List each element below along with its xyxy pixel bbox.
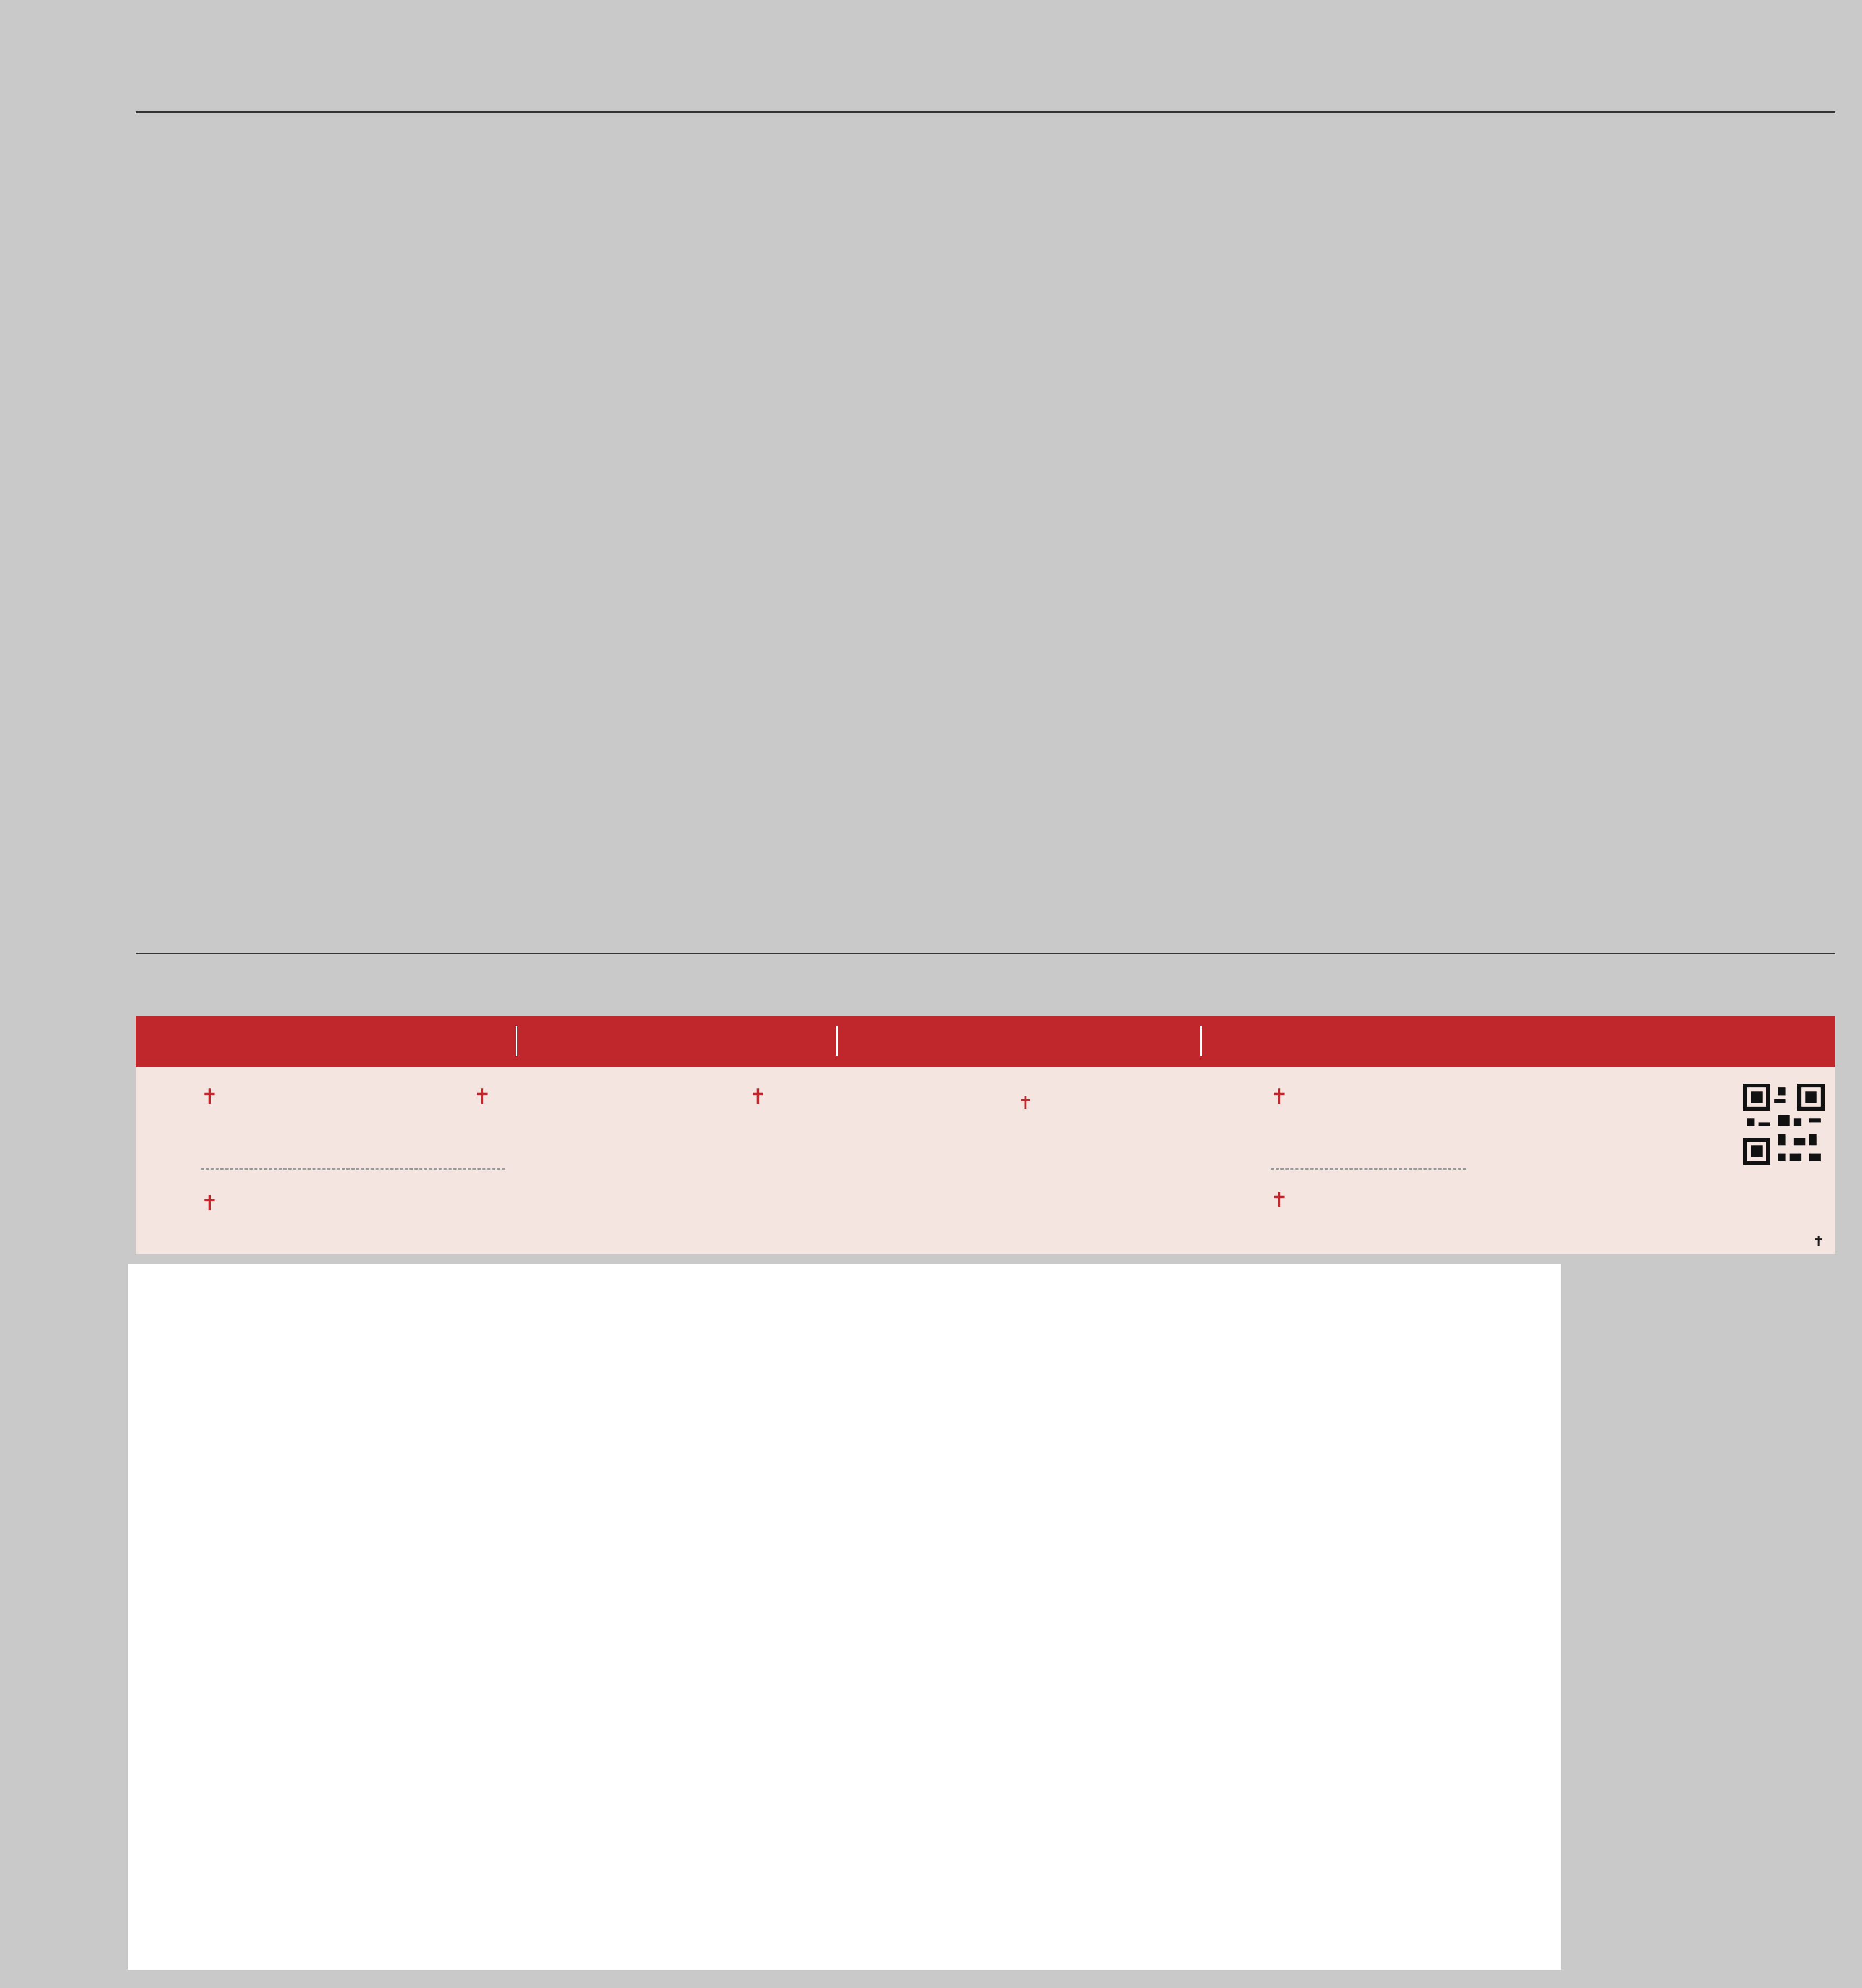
cross-icon: ✝ [201,1086,218,1109]
cross-icon: ✝ [474,1086,491,1109]
jobs-panel [128,1264,1561,1970]
agency-las-condes [1018,1079,1279,1113]
agency-san-bernardo [201,1186,407,1215]
divider [201,1168,505,1170]
agency-la-reina [749,1079,967,1109]
cross-icon: ✝ [1813,1233,1825,1249]
agency-conchali [201,1079,407,1109]
agency-recoleta [749,1187,967,1192]
cross-icon: ✝ [1018,1093,1033,1112]
agency-nunoa [1271,1079,1466,1109]
cross-icon: ✝ [749,1086,767,1109]
qr-code-icon[interactable] [1743,1084,1825,1165]
where-to-publish-bar [136,1016,1835,1067]
agency-penalolen [1271,1182,1488,1212]
legend [1813,1233,1825,1250]
page-header [136,68,1835,113]
cross-icon: ✝ [1271,1189,1288,1212]
section-title-bar [136,953,1835,1002]
agencies-panel [136,1067,1835,1254]
agencies-vertical-label [143,1073,171,1246]
cross-icon: ✝ [1271,1086,1288,1109]
cross-icon: ✝ [201,1192,218,1215]
agency-la-cisterna [474,1079,723,1109]
divider [1271,1168,1466,1170]
